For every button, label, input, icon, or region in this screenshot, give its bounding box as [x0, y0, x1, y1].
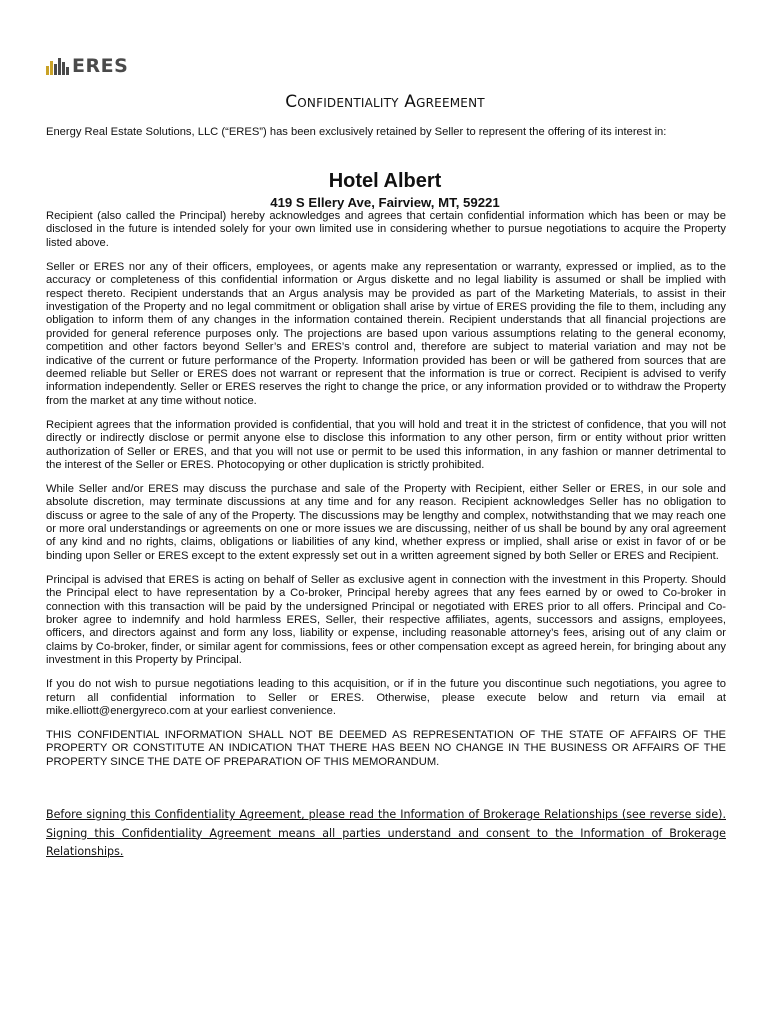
paragraph-cobroker: Principal is advised that ERES is acting on behalf of Seller as exclusive agent in connection with the investment in this Property. Should the Principal elect to have representation by a Co-broker, Principal hereby agrees that any fees earned by or owed to Co-broker in connection with this transaction will be paid by the undersigned Principal or negotiated with ERES prior to all offers. Principal and Co-broker agree to indemnify and hold harmless ERES, Seller, their respective affiliates, agents, successors and assigns, employees, officers, and directors against and form any loss, liability or expense, including reasonable attorney’s fees, arising out of any claim or claims by Co-broker, finder, or similar agent for commissions, fees or other compensation except as agreed herein, for bringing about any investment in this Property by Principal.: [46, 573, 726, 667]
paragraph-return: If you do not wish to pursue negotiations leading to this acquisition, or if in the future you discontinue such negotiations, you agree to return all confidential information to Seller or ERES. Otherwise, please execute below and return via email at mike.elliott@energyreco.com at your earliest convenience.: [46, 678, 726, 717]
agreement-body: [46, 210, 726, 780]
eres-logo: [46, 55, 128, 75]
building-icon: [46, 57, 70, 75]
logo-text: ERES: [72, 55, 129, 77]
paragraph-disclaimer: Seller or ERES nor any of their officers, employees, or agents make any representation or warranty, expressed or implied, as to the accuracy or completeness of this confidential information or Argus diskette and no legal liability is assumed or shall be implied with respect thereto. Recipient understands that an Argus analysis may be provided as part of the Marketing Materials, to assist in their investigation of the Property and no legal commitment or obligation shall arise by virtue of ERES providing the file to them, including any obligation to inform them of any changes in the information contained therein. Recipient understands that all financial projections are provided for general reference purposes only. The projections are based upon various assumptions relating to the general economy, competition and other factors beyond Seller’s and ERES’s control and, therefore are subject to material variation and may not be indicative of the current or future performance of the Property. Information provided has been or will be gathered from sources that are deemed reliable but Seller or ERES does not warrant or represent that the information is true or correct. Recipient is advised to verify information independently. Seller or ERES reserves the right to change the price, or any information provided or to withdraw the Property from the market at any time without notice.: [46, 260, 726, 407]
page-title: Confidentiality Agreement: [285, 92, 485, 112]
paragraph-recipient: Recipient (also called the Principal) hereby acknowledges and agrees that certain confidential information which has been or may be disclosed in the future is intended solely for your own limited use in considering whether to pursue negotiations to acquire the Property listed above.: [46, 210, 726, 249]
intro-text: Energy Real Estate Solutions, LLC (“ERES”) has been exclusively retained by Seller to represent the offering of its interest in:: [46, 126, 667, 138]
paragraph-discussions: While Seller and/or ERES may discuss the purchase and sale of the Property with Recipient, either Seller or ERES, in our sole and absolute discretion, may terminate discussions at any time and for any reason. Recipient acknowledges Seller has no obligation to discuss or agree to the sale of any of the Property. The discussions may be lengthy and complex, notwithstanding that we may reach one or more oral understandings or agreements on one or more issues we are discussing, neither of us shall be bound by any oral agreement of any kind and no rights, claims, obligations or liabilities of any kind, whether express or implied, shall arise or exist in favor of or be binding upon Seller or ERES except to the extent expressly set out in a written agreement signed by both Seller or ERES and Recipient.: [46, 482, 726, 562]
paragraph-notice: THIS CONFIDENTIAL INFORMATION SHALL NOT BE DEEMED AS REPRESENTATION OF THE STATE OF AFFAIRS OF THE PROPERTY OR CONSTITUTE AN INDICATION THAT THERE HAS BEEN NO CHANGE IN THE BUSINESS OR AFFAIRS OF THE PROPERTY SINCE THE DATE OF PREPARATION OF THIS MEMORANDUM.: [46, 728, 726, 768]
property-name: Hotel Albert: [328, 170, 442, 192]
closing-note: Before signing this Confidentiality Agreement, please read the Information of Brokerage Relationships (see reverse side). Signing this Confidentiality Agreement means all parties understand and consent to the Information of Brokerage Relationships.: [46, 808, 726, 858]
paragraph-confidentiality: Recipient agrees that the information provided is confidential, that you will hold and treat it in the strictest of confidence, that you will not directly or indirectly disclose or permit anyone else to disclose this information to any other person, firm or entity without prior written authorization of Seller or ERES, and that you will not use or permit to be used this information, in any fashion or manner detrimental to the interest of the Seller or ERES. Photocopying or other duplication is strictly prohibited.: [46, 418, 726, 471]
property-address: 419 S Ellery Ave, Fairview, MT, 59221: [270, 195, 500, 210]
